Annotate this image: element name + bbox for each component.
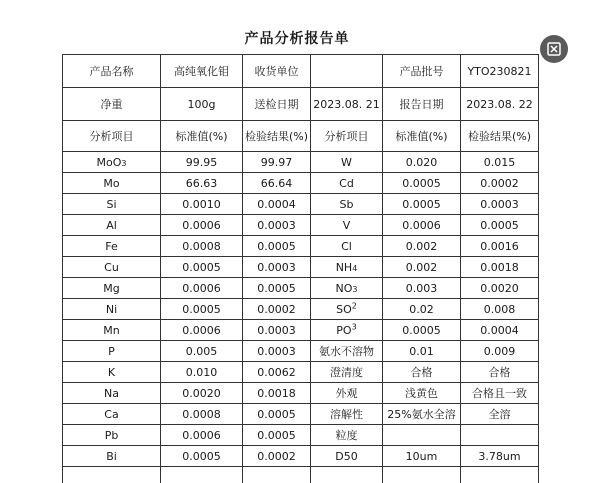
standard-value: 0.0005 xyxy=(383,173,461,194)
close-image-button[interactable] xyxy=(540,35,568,63)
test-result: 0.0003 xyxy=(243,341,311,362)
item-name: V xyxy=(343,219,351,232)
item-name: Al xyxy=(106,219,117,232)
info-cell xyxy=(311,55,383,88)
analysis-item xyxy=(311,362,383,383)
standard-value: 99.95 xyxy=(161,152,243,173)
empty-cell xyxy=(311,467,383,483)
standard-value: 0.0020 xyxy=(161,383,243,404)
standard-value: 0.0010 xyxy=(161,194,243,215)
info-row xyxy=(63,88,539,121)
test-result: 99.97 xyxy=(243,152,311,173)
subscript: 3 xyxy=(121,159,126,168)
analysis-item xyxy=(63,446,161,467)
item-name: PO xyxy=(336,324,351,337)
item-name: Sb xyxy=(340,198,354,211)
info-cell: 2023.08. 21 xyxy=(311,88,383,121)
test-result: 0.008 xyxy=(461,299,539,320)
standard-value: 0.0005 xyxy=(161,299,243,320)
standard-value: 0.02 xyxy=(383,299,461,320)
item-name: Ni xyxy=(106,303,117,316)
item-name: Mg xyxy=(103,282,119,295)
standard-value: 0.0006 xyxy=(161,320,243,341)
standard-value: 0.0005 xyxy=(161,257,243,278)
analysis-item xyxy=(311,278,383,299)
analysis-item xyxy=(63,173,161,194)
info-cell: 报告日期 xyxy=(383,88,461,121)
test-result: 0.0002 xyxy=(243,446,311,467)
test-result: 0.0003 xyxy=(243,320,311,341)
analysis-item xyxy=(63,236,161,257)
empty-cell xyxy=(161,467,243,483)
standard-value: 0.002 xyxy=(383,236,461,257)
image-close-icon xyxy=(546,41,562,57)
item-name: Fe xyxy=(105,240,118,253)
info-cell: YTO230821 xyxy=(461,55,539,88)
standard-value: 0.0006 xyxy=(161,425,243,446)
standard-value: 0.0006 xyxy=(161,278,243,299)
analysis-item xyxy=(311,173,383,194)
standard-value: 0.010 xyxy=(161,362,243,383)
test-result xyxy=(461,425,539,446)
item-name: K xyxy=(108,366,115,379)
item-name: Cl xyxy=(341,240,352,253)
standard-value: 0.0005 xyxy=(383,194,461,215)
standard-value: 0.0005 xyxy=(383,320,461,341)
analysis-item xyxy=(63,362,161,383)
standard-value: 0.0005 xyxy=(161,446,243,467)
item-name: 澄清度 xyxy=(330,366,363,379)
table-row xyxy=(63,341,539,362)
info-cell: 高纯氧化钼 xyxy=(161,55,243,88)
analysis-item xyxy=(63,425,161,446)
analysis-item xyxy=(311,425,383,446)
item-name: D50 xyxy=(335,450,357,463)
analysis-item xyxy=(63,404,161,425)
test-result: 3.78um xyxy=(461,446,539,467)
item-name: Mn xyxy=(103,324,119,337)
table-row xyxy=(63,299,539,320)
standard-value: 0.0008 xyxy=(161,236,243,257)
item-name: NH xyxy=(336,261,353,274)
analysis-item xyxy=(63,194,161,215)
column-header: 分析项目 xyxy=(311,121,383,152)
standard-value: 0.003 xyxy=(383,278,461,299)
empty-cell xyxy=(243,467,311,483)
column-header: 分析项目 xyxy=(63,121,161,152)
empty-cell xyxy=(461,467,539,483)
analysis-item xyxy=(311,152,383,173)
standard-value: 0.002 xyxy=(383,257,461,278)
info-row xyxy=(63,55,539,88)
table-row xyxy=(63,320,539,341)
test-result: 0.0005 xyxy=(461,215,539,236)
item-name: Ca xyxy=(104,408,118,421)
standard-value: 浅黄色 xyxy=(383,383,461,404)
item-name: 溶解性 xyxy=(330,408,363,421)
test-result: 0.0062 xyxy=(243,362,311,383)
standard-value: 0.005 xyxy=(161,341,243,362)
standard-value: 66.63 xyxy=(161,173,243,194)
standard-value: 合格 xyxy=(383,362,461,383)
analysis-item xyxy=(63,299,161,320)
test-result: 0.009 xyxy=(461,341,539,362)
item-name: NO xyxy=(336,282,353,295)
analysis-item xyxy=(63,383,161,404)
standard-value: 0.0006 xyxy=(161,215,243,236)
standard-value xyxy=(383,425,461,446)
table-row xyxy=(63,383,539,404)
test-result: 合格且一致 xyxy=(461,383,539,404)
analysis-item xyxy=(63,278,161,299)
test-result: 66.64 xyxy=(243,173,311,194)
info-cell: 净重 xyxy=(63,88,161,121)
standard-value: 10um xyxy=(383,446,461,467)
analysis-item xyxy=(63,215,161,236)
analysis-item xyxy=(311,404,383,425)
analysis-item xyxy=(311,257,383,278)
standard-value: 0.020 xyxy=(383,152,461,173)
item-name: Pb xyxy=(105,429,119,442)
item-name: P xyxy=(108,345,115,358)
item-name: Cu xyxy=(104,261,119,274)
empty-cell xyxy=(63,467,161,483)
item-name: 氨水不溶物 xyxy=(319,345,374,358)
item-name: Bi xyxy=(106,450,117,463)
analysis-item xyxy=(311,383,383,404)
superscript: 2 xyxy=(352,301,357,310)
standard-value: 0.0008 xyxy=(161,404,243,425)
test-result: 0.0005 xyxy=(243,278,311,299)
test-result: 0.0018 xyxy=(243,383,311,404)
analysis-item xyxy=(63,341,161,362)
table-row xyxy=(63,467,539,483)
table-row xyxy=(63,173,539,194)
item-name: Na xyxy=(104,387,119,400)
table-row xyxy=(63,257,539,278)
table-row xyxy=(63,215,539,236)
test-result: 0.0020 xyxy=(461,278,539,299)
empty-cell xyxy=(383,467,461,483)
table-row xyxy=(63,446,539,467)
test-result: 0.0005 xyxy=(243,425,311,446)
test-result: 0.0005 xyxy=(243,404,311,425)
test-result: 合格 xyxy=(461,362,539,383)
table-row xyxy=(63,194,539,215)
table-row xyxy=(63,236,539,257)
test-result: 0.0005 xyxy=(243,236,311,257)
subscript: 4 xyxy=(352,264,357,273)
standard-value: 25%氨水全溶 xyxy=(383,404,461,425)
item-name: MoO xyxy=(97,156,122,169)
analysis-item xyxy=(63,320,161,341)
column-header: 标准值(%) xyxy=(161,121,243,152)
analysis-item xyxy=(311,236,383,257)
item-name: SO xyxy=(336,303,352,316)
info-cell: 产品名称 xyxy=(63,55,161,88)
test-result: 0.0004 xyxy=(461,320,539,341)
item-name: W xyxy=(341,156,352,169)
column-header: 检验结果(%) xyxy=(461,121,539,152)
column-header-row xyxy=(63,121,539,152)
item-name: 粒度 xyxy=(336,429,358,442)
analysis-item xyxy=(311,446,383,467)
info-cell: 100g xyxy=(161,88,243,121)
analysis-item xyxy=(311,341,383,362)
test-result: 0.015 xyxy=(461,152,539,173)
superscript: 3 xyxy=(352,322,357,331)
test-result: 0.0003 xyxy=(461,194,539,215)
report-table xyxy=(62,54,539,483)
info-cell: 收货单位 xyxy=(243,55,311,88)
test-result: 0.0002 xyxy=(243,299,311,320)
test-result: 全溶 xyxy=(461,404,539,425)
analysis-item xyxy=(311,320,383,341)
column-header: 标准值(%) xyxy=(383,121,461,152)
test-result: 0.0018 xyxy=(461,257,539,278)
standard-value: 0.0006 xyxy=(383,215,461,236)
test-result: 0.0016 xyxy=(461,236,539,257)
item-name: Mo xyxy=(103,177,119,190)
test-result: 0.0002 xyxy=(461,173,539,194)
subscript: 3 xyxy=(352,285,357,294)
table-row xyxy=(63,425,539,446)
analysis-item xyxy=(311,194,383,215)
info-cell: 2023.08. 22 xyxy=(461,88,539,121)
item-name: 外观 xyxy=(336,387,358,400)
analysis-item xyxy=(311,215,383,236)
info-cell: 送检日期 xyxy=(243,88,311,121)
item-name: Si xyxy=(106,198,116,211)
analysis-item xyxy=(63,257,161,278)
analysis-item xyxy=(63,152,161,173)
table-row xyxy=(63,404,539,425)
table-row xyxy=(63,362,539,383)
analysis-item xyxy=(311,299,383,320)
test-result: 0.0003 xyxy=(243,215,311,236)
column-header: 检验结果(%) xyxy=(243,121,311,152)
standard-value: 0.01 xyxy=(383,341,461,362)
report-title: 产品分析报告单 xyxy=(0,28,594,48)
table-row xyxy=(63,278,539,299)
info-cell: 产品批号 xyxy=(383,55,461,88)
table-row xyxy=(63,152,539,173)
item-name: Cd xyxy=(339,177,354,190)
test-result: 0.0004 xyxy=(243,194,311,215)
test-result: 0.0003 xyxy=(243,257,311,278)
